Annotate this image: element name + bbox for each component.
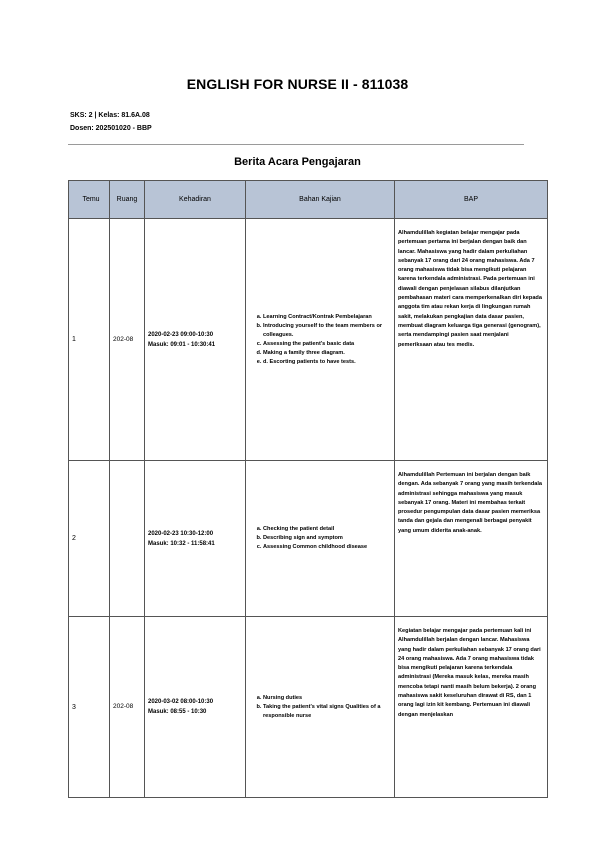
- header-temu: Temu: [69, 181, 110, 219]
- kehadiran-masuk: Masuk: 09:01 - 10:30:41: [148, 341, 216, 348]
- header-ruang: Ruang: [110, 181, 145, 219]
- kehadiran-jadwal: 2020-02-23 09:00-10:30: [148, 331, 214, 338]
- bahan-list: [249, 694, 391, 721]
- section-title: Berita Acara Pengajaran: [234, 156, 361, 168]
- kehadiran-jadwal: 2020-03-02 08:00-10:30: [148, 699, 214, 705]
- cell-bahan-kajian: [246, 461, 395, 617]
- kehadiran-masuk: Masuk: 10:32 - 11:58:41: [148, 540, 215, 547]
- cell-kehadiran: [145, 219, 246, 461]
- cell-ruang: 202-08: [110, 617, 145, 798]
- teaching-report-table: [68, 180, 548, 798]
- kehadiran-jadwal: 2020-02-23 10:30-12:00: [148, 530, 214, 537]
- list-item: a. Learning Contract/Kontrak Pembelajaran: [263, 313, 391, 322]
- divider: [68, 144, 524, 145]
- cell-kehadiran: [145, 461, 246, 617]
- bahan-list: [249, 313, 391, 367]
- cell-bap: Alhamdulillah Pertemuan ini berjalan dengan baik dengan. Ada sebanyak 7 orang yang masih terkendala administrasi sehingga mahasiswa yang masuk sebanyak 17 orang. Materi ini membahas terkait prosedur pengumpulan data dasar pasien memeriksa tanda dan gejala dan mengenali berbagai penyakit yang umum diderita anak-anak.: [395, 461, 548, 617]
- cell-temu: 1: [69, 219, 110, 461]
- list-item: d. Making a family three diagram.: [263, 349, 391, 358]
- header-kehadiran: Kehadiran: [145, 181, 246, 219]
- list-item: b. Introducing yourself to the team members or colleagues.: [263, 322, 391, 340]
- cell-bahan-kajian: [246, 617, 395, 798]
- list-item: c. Assessing Common childhood disease: [263, 543, 391, 552]
- course-meta-dosen: Dosen: 202501020 - BBP: [70, 125, 152, 132]
- list-item: b. Taking the patient's vital signs Qualities of a responsible nurse: [263, 703, 391, 721]
- cell-ruang: 202-08: [110, 219, 145, 461]
- cell-temu: 3: [69, 617, 110, 798]
- list-item: a. Nursing duties: [263, 694, 391, 703]
- table-row: [69, 461, 548, 617]
- table-header-row: [69, 181, 548, 219]
- cell-bap: Alhamdulillah kegiatan belajar mengajar pada pertemuan pertama ini berjalan dengan baik dan lancar. Mahasiswa yang hadir dalam perkuliahan sebanyak 17 orang dari 24 orang mahasiswa. Ada 7 orang mahasiswa tidak bisa mengikuti pelajaran karena terkendala administrasi. Pada pertemuan ini diawali dengan penjelasan silabus dilanjutkan pembahasan materi cara memperkenalkan diri kepada anggota tim atau rekan kerja di lingkungan rumah sakit, melakukan pengkajian data dasar pasien, membuat diagram keluarga tiga generasi (genogram), serta mendampingi pasien saat menjalani pemeriksaan atau tes medis.: [395, 219, 548, 461]
- list-item: b. Describing sign and symptom: [263, 534, 391, 543]
- cell-bahan-kajian: [246, 219, 395, 461]
- bahan-list: [249, 525, 391, 552]
- header-bahan-kajian: Bahan Kajian: [246, 181, 395, 219]
- list-item: a. Checking the patient detail: [263, 525, 391, 534]
- cell-ruang: [110, 461, 145, 617]
- cell-bap: Kegiatan belajar mengajar pada pertemuan kali ini Alhamdulillah berjalan dengan lancar. Mahasiswa yang hadir dalam perkuliahan sebanyak 17 orang dari 24 orang mahasiswa. Ada 7 orang mahasiswa tidak bisa mengikuti pelajaran karena terkendala administrasi (Mereka masuk kelas, mereka masih mencoba tetapi nanti masih belum bekerja). 2 orang mahasiswa sakit keseluruhan dirawat di RS, dan 1 orang lagi izin kit kembang. Pertemuan ini diawali dengan menjelaskan: [395, 617, 548, 798]
- course-meta-sks-kelas: SKS: 2 | Kelas: 81.6A.08: [70, 112, 150, 119]
- cell-temu: 2: [69, 461, 110, 617]
- list-item: c. Assessing the patient's basic data: [263, 340, 391, 349]
- kehadiran-masuk: Masuk: 08:55 - 10:30: [148, 709, 207, 715]
- cell-kehadiran: [145, 617, 246, 798]
- table-row: [69, 617, 548, 798]
- header-bap: BAP: [395, 181, 548, 219]
- list-item: e. d. Escorting patients to have tests.: [263, 358, 391, 367]
- document-title: ENGLISH FOR NURSE II - 811038: [186, 76, 409, 92]
- table-row: [69, 219, 548, 461]
